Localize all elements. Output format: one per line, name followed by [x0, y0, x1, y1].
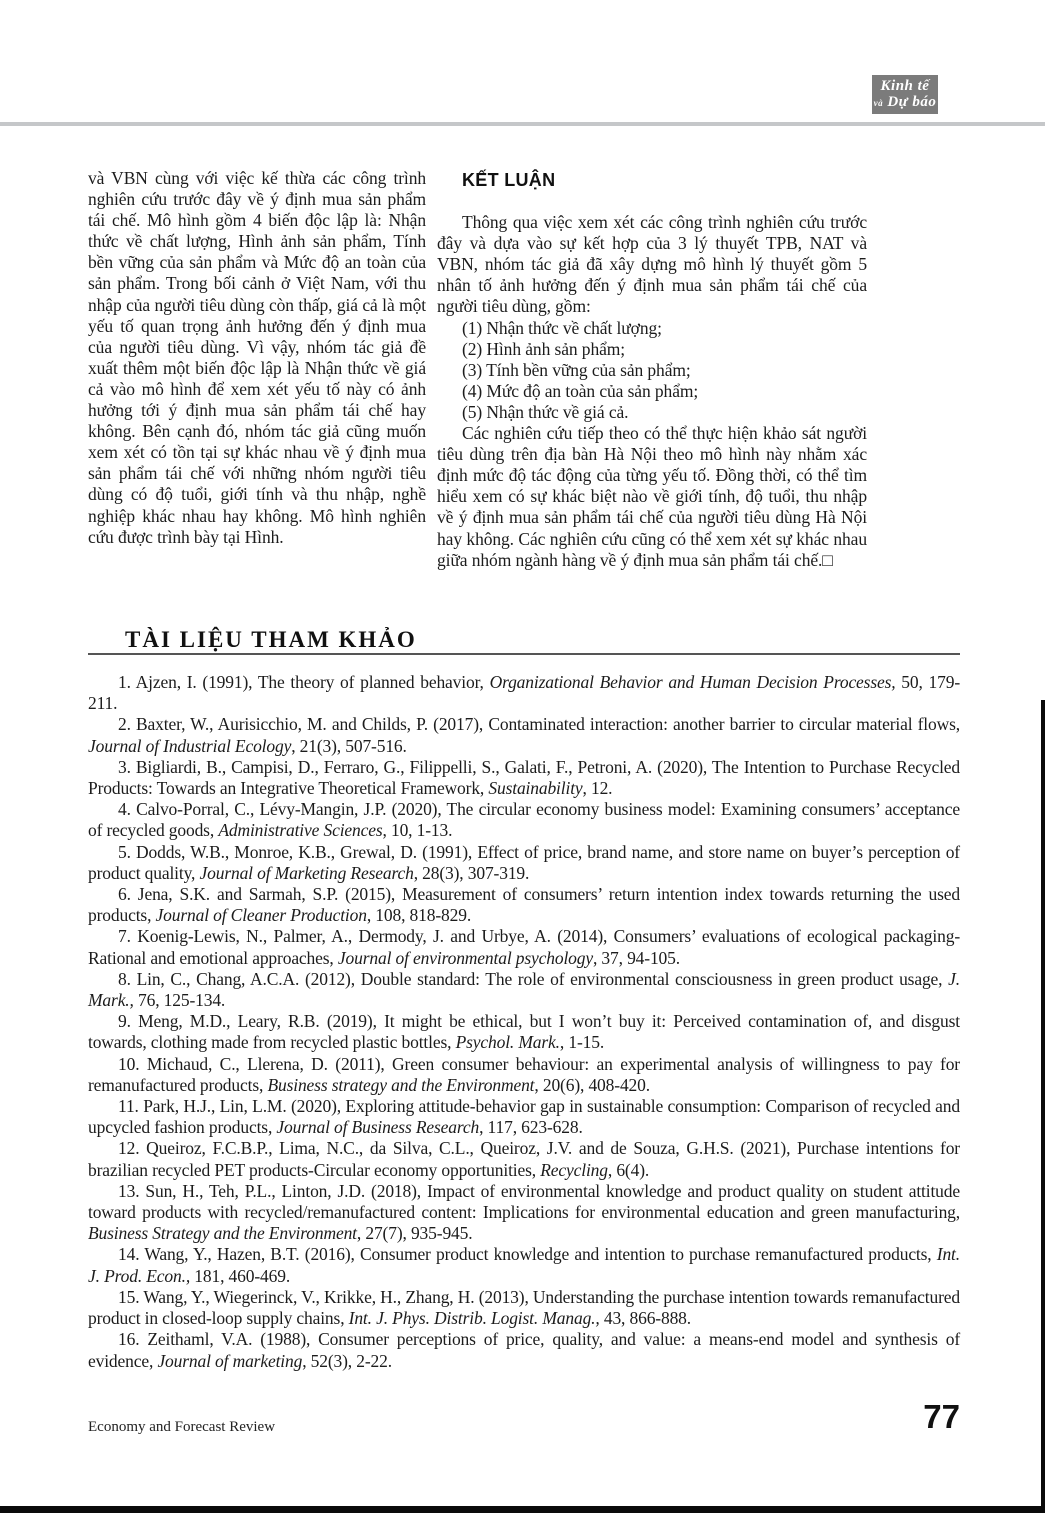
reference-item — [88, 1181, 960, 1245]
reference-text: , 12. — [582, 778, 613, 799]
reference-text: , 27(7), 935-945. — [356, 1223, 473, 1244]
page-number: 77 — [923, 1398, 960, 1435]
reference-item — [88, 1011, 960, 1053]
logo-line1: Kinh tế — [880, 78, 930, 94]
reference-text: , 6(4). — [607, 1159, 650, 1180]
right-edge-bar — [1041, 700, 1045, 1513]
reference-journal-title: Journal of Cleaner Production — [155, 905, 367, 926]
article-left-column: và VBN cùng với việc kế thừa các công trình nghiên cứu trước đây về ý định mua sản phẩm tái chế. Mô hình gồm 4 biến độc lập là: Nhận thức về chất lượng, Hình ảnh sản phẩm, Tính bền vững của sản phẩm và Mức độ an toàn của sản phẩm. Trong bối cảnh ở Việt Nam, với thu nhập của người tiêu dùng còn thấp, giá cả là một yếu tố quan trọng ảnh hưởng đến ý định mua của người tiêu dùng. Vì vậy, nhóm tác giả đề xuất thêm một biến độc lập là Nhận thức về giá cả vào mô hình để xem xét yếu tố này có ảnh hưởng tới ý định mua sản phẩm tái chế hay không. Bên cạnh đó, nhóm tác giả cũng muốn xem xét có tồn tại sự khác nhau về ý định mua sản phẩm tái chế với những nhóm người tiêu dùng có độ tuổi, giới tính và thu nhập, nghề nghiệp khác nhau hay không. Mô hình nghiên cứu được trình bày tại Hình. — [88, 168, 426, 547]
reference-text: 181, 460-469. — [190, 1265, 291, 1286]
reference-text: 13. Sun, H., Teh, P.L., Linton, J.D. (2018), Impact of environmental knowledge and product quality on student attitude toward products with recycled/remanufactured content: Implications for environmental education and green manufacturing, — [88, 1180, 960, 1223]
reference-item — [88, 1096, 960, 1138]
article-right-column — [437, 168, 867, 571]
reference-text: 16. Zeithaml, V.A. (1988), Consumer perceptions of price, quality, and value: a means-end model and synthesis of evidence, — [88, 1329, 960, 1371]
conclusion-item-1: (1) Nhận thức về chất lượng; — [462, 317, 662, 338]
reference-item — [88, 714, 960, 756]
reference-text: 43, 866-888. — [599, 1308, 692, 1329]
reference-journal-title: Journal of Marketing Research — [199, 862, 414, 883]
footer-journal-name: Economy and Forecast Review — [88, 1419, 276, 1435]
reference-item — [88, 926, 960, 968]
reference-journal-title: Business strategy and the Environment — [267, 1074, 535, 1095]
reference-journal-title: Journal of Industrial Ecology — [88, 735, 292, 756]
reference-journal-title: Psychol. Mark. — [455, 1032, 560, 1053]
reference-journal-title: Int. J. Prod. Econ., — [88, 1244, 960, 1286]
reference-text: 8. Lin, C., Chang, A.C.A. (2012), Double standard: The role of environmental consciousness in green product usage, — [118, 968, 949, 989]
reference-item — [88, 757, 960, 799]
reference-text: , 108, 818-829. — [366, 905, 472, 926]
reference-item — [88, 1138, 960, 1180]
reference-text: , 28(3), 307-319. — [413, 862, 530, 883]
conclusion-item-2: (2) Hình ảnh sản phẩm; — [462, 338, 626, 359]
reference-item — [88, 842, 960, 884]
reference-text: , 20(6), 408-420. — [534, 1074, 650, 1095]
conclusion-item-4: (4) Mức độ an toàn của sản phẩm; — [462, 380, 699, 401]
conclusion-heading: KẾT LUẬN — [462, 170, 556, 190]
reference-text: 14. Wang, Y., Hazen, B.T. (2016), Consumer product knowledge and intention to purchase remanufactured products, — [118, 1244, 937, 1265]
references-header — [88, 627, 960, 661]
reference-text: 76, 125-134. — [133, 990, 226, 1011]
reference-text: 10. Michaud, C., Llerena, D. (2011), Green consumer behaviour: an experimental analysis of willingness to pay for remanufactured products, — [88, 1053, 960, 1095]
reference-text: 15. Wang, Y., Wiegerinck, V., Krikke, H., Zhang, H. (2013), Understanding the purchase intention towards remanufactured product in closed-loop supply chains, — [88, 1286, 960, 1329]
reference-journal-title: Int. J. Phys. Distrib. Logist. Manag., — [348, 1308, 600, 1329]
logo-line2-main: Dự báo — [887, 94, 937, 110]
conclusion-item-3: (3) Tính bền vững của sản phẩm; — [462, 359, 691, 380]
reference-journal-title: Organizational Behavior and Human Decision Processes, — [489, 672, 896, 692]
conclusion-item-5: (5) Nhận thức về giá cả. — [462, 401, 629, 422]
reference-text: 9. Meng, M.D., Leary, R.B. (2019), It might be ethical, but I won’t buy it: Perceived contamination of, and disgust towards, clothing made from recycled plastic bottles, — [88, 1011, 960, 1053]
reference-text: , 37, 94-105. — [592, 947, 680, 968]
reference-journal-title: Business Strategy and the Environment — [88, 1223, 357, 1244]
conclusion-paragraph-1: Thông qua việc xem xét các công trình nghiên cứu trước đây và dựa vào sự kết hợp của 3 lý thuyết TPB, NAT và VBN, nhóm tác giả đã xây dựng mô hình lý thuyết gồm 5 nhân tố ảnh hưởng đến ý định mua sản phẩm tái chế của người tiêu dùng, gồm: — [437, 212, 867, 317]
logo-line2 — [872, 95, 938, 110]
reference-text: 6. Jena, S.K. and Sarmah, S.P. (2015), Measurement of consumers’ return intention index towards returning the used products, — [88, 884, 960, 926]
reference-text: , 117, 623-628. — [479, 1117, 583, 1138]
reference-item — [88, 1244, 960, 1286]
reference-journal-title: Journal of environmental psychology — [337, 947, 593, 968]
reference-journal-title: Recycling — [540, 1159, 608, 1180]
reference-text: 1. Ajzen, I. (1991), The theory of planned behavior, — [118, 672, 490, 692]
bottom-edge-bar — [0, 1506, 1045, 1513]
reference-journal-title: Sustainability — [488, 778, 583, 799]
reference-text: 4. Calvo-Porral, C., Lévy-Mangin, J.P. (2020), The circular economy business model: Examining consumers’ acceptance of recycled goods, — [88, 799, 960, 841]
reference-journal-title: J. Mark., — [88, 968, 960, 1011]
reference-journal-title: Administrative Sciences — [218, 820, 383, 841]
reference-text: 7. Koenig-Lewis, N., Palmer, A., Dermody, J. and Urbye, A. (2014), Consumers’ evaluations of ecological packaging-Rational and emotional approaches, — [88, 926, 960, 968]
reference-item — [88, 799, 960, 841]
reference-journal-title: Journal of Business Research — [276, 1117, 480, 1138]
reference-text: , 21(3), 507-516. — [291, 735, 407, 756]
reference-text: , 10, 1-13. — [382, 820, 453, 841]
logo-line2-prefix: và — [873, 98, 884, 108]
references-heading: TÀI LIỆU THAM KHẢO — [125, 627, 417, 652]
reference-text: 12. Queiroz, F.C.B.P., Lima, N.C., da Silva, C.L., Queiroz, J.V. and de Souza, G.H.S. (2021), Purchase intentions for brazilian recycled PET products-Circular economy opportunities, — [88, 1138, 960, 1180]
reference-item — [88, 884, 960, 926]
reference-text: 5. Dodds, W.B., Monroe, K.B., Grewal, D. (1991), Effect of price, brand name, and store name on buyer’s perception of product quality, — [88, 841, 960, 883]
reference-item — [88, 969, 960, 1011]
reference-text: , 1-15. — [559, 1032, 605, 1053]
references-list — [88, 672, 960, 1372]
reference-text: , 52(3), 2-22. — [302, 1350, 392, 1371]
journal-logo — [872, 75, 938, 114]
reference-text: 2. Baxter, W., Aurisicchio, M. and Childs, P. (2017), Contaminated interaction: another barrier to circular material flows, — [118, 714, 960, 735]
reference-journal-title: Journal of marketing — [157, 1350, 303, 1371]
reference-item — [88, 1054, 960, 1096]
reference-item — [88, 1329, 960, 1371]
header-rule — [0, 122, 1045, 126]
reference-text: 3. Bigliardi, B., Campisi, D., Ferraro, G., Filippelli, S., Galati, F., Petroni, A. (2020), The Intention to Purchase Recycled Products: Towards an Integrative Theoretical Framework, — [88, 756, 960, 799]
reference-text: 50, 179-211. — [88, 672, 960, 714]
conclusion-paragraph-2: Các nghiên cứu tiếp theo có thể thực hiện khảo sát người tiêu dùng trên địa bàn Hà Nội theo mô hình này nhằm xác định mức độ tác động của từng yếu tố. Đồng thời, có thể tìm hiểu xem có sự khác biệt nào về giới tính, độ tuổi, thu nhập về ý định mua sản phẩm tái chế của người tiêu dùng Hà Nội hay không. Các nghiên cứu cũng có thể xem xét sự khác nhau giữa nhóm ngành hàng về ý định mua sản phẩm tái chế.□ — [437, 423, 867, 570]
reference-item — [88, 1287, 960, 1329]
references-rule — [88, 653, 960, 655]
reference-item — [88, 672, 960, 714]
reference-text: 11. Park, H.J., Lin, L.M. (2020), Exploring attitude-behavior gap in sustainable consumption: Comparison of recycled and upcycled fashion products, — [88, 1096, 960, 1138]
